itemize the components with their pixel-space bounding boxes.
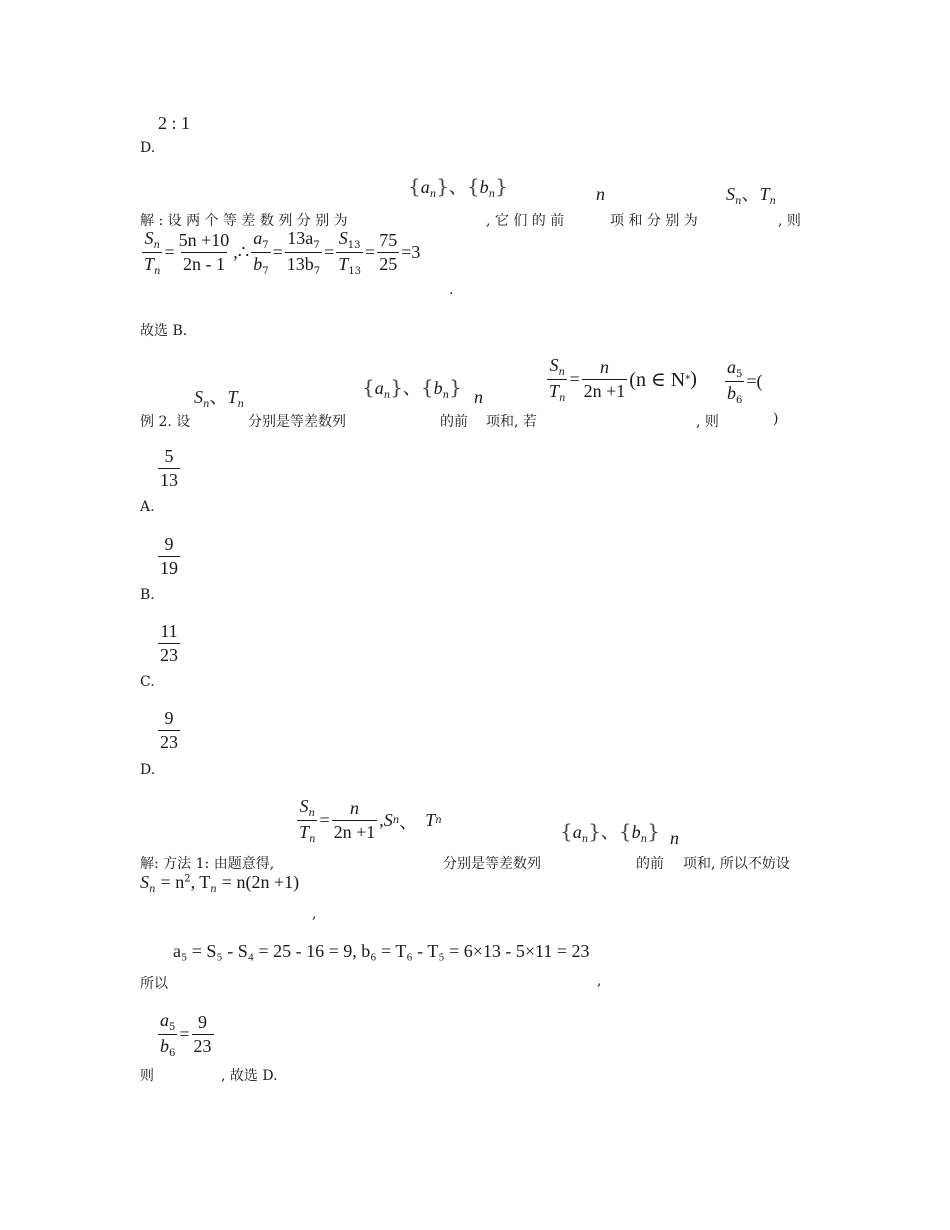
- option-b-fraction: $\frac{9}{19}$: [160, 534, 178, 578]
- example-2-sequence-notation: $\{a_n\}$、$\{b_n\}$: [362, 375, 462, 401]
- sum-notation-st: $S_n$、$T_n$: [726, 184, 776, 207]
- solution-2-condition: $\frac{S_n}{T_n}$ = $\frac{n}{2n +1}$ , S n 、 T n: [299, 796, 442, 845]
- solution-2-text-d: 项和, 所以不妨设: [683, 856, 790, 872]
- option-a-fraction: $\frac{5}{13}$: [160, 446, 178, 490]
- solution-2-comma-2: ,: [597, 973, 602, 989]
- solution-2-calculation: a₅ = S₅ - S₄ = 25 - 16 = 9, b₆ = T₆ - T₅ = 6×13 - 5×11 = 23: [173, 941, 590, 961]
- solution-2-final-formula: $\frac{a_5}{b_6}$ = $\frac{9}{23}$: [160, 1010, 212, 1059]
- variable-n: n: [596, 184, 605, 204]
- solution-1-conclusion: 故选 B.: [140, 323, 188, 339]
- sequence-notation-ab: $\{a_n\}$、$\{b_n\}$: [408, 174, 508, 200]
- example-2-text-f: ): [773, 411, 779, 427]
- solution-2-therefore: 所以: [140, 976, 168, 992]
- example-2-text-b: 分别是等差数列: [248, 414, 346, 430]
- example-2-sum-notation: $S_n$、$T_n$: [194, 387, 244, 410]
- option-c-label: C.: [140, 674, 155, 690]
- example-2-condition: $\frac{S_n}{T_n}$ = $\frac{n}{2n +1}$ (n ∈ N * ): [549, 355, 697, 404]
- solution-1-text-b: , 它 们 的 前: [486, 213, 565, 229]
- previous-answer-ratio: 2 : 1: [158, 113, 191, 133]
- solution-2-sequence-notation: $\{a_n\}$、$\{b_n\}$: [560, 819, 660, 845]
- option-d-label: D.: [140, 762, 156, 778]
- example-2-text-d: 项和, 若: [486, 414, 537, 430]
- solution-1-text-a: 解 : 设 两 个 等 差 数 列 分 别 为: [140, 213, 348, 229]
- solution-1-text-c: 项 和 分 别 为: [610, 213, 698, 229]
- solution-1-formula: $\frac{S_n}{T_n}$ = $\frac{5n +10}{2n - 1}$ ,∴ $\frac{a_7}{b_7}$ = $\frac{13a_7}{13b_7}$ = $\frac{S_{13}}{T_{13}}$ = $\frac{75}{25}$ =3: [144, 228, 421, 277]
- solution-2-text-a: 解: 方法 1: 由题意得,: [140, 856, 275, 872]
- solution-2-comma: ,: [312, 906, 317, 922]
- example-2-text-c: 的前: [440, 414, 468, 430]
- solution-2-assumption: $S_n = n^2$, $T_n = n(2n +1)$: [140, 872, 300, 895]
- example-2-target: $\frac{a_5}{b_6}$ =(: [727, 357, 763, 406]
- formula-period: .: [449, 282, 454, 298]
- example-2-label: 例 2. 设: [140, 414, 191, 430]
- previous-option-d-label: D.: [140, 140, 156, 156]
- solution-2-then: 则: [140, 1068, 154, 1084]
- solution-1-text-d: , 则: [778, 213, 801, 229]
- example-2-variable-n: n: [474, 387, 483, 407]
- option-d-fraction: $\frac{9}{23}$: [160, 708, 178, 752]
- solution-2-conclusion: , 故选 D.: [221, 1068, 278, 1084]
- solution-2-variable-n: n: [670, 828, 679, 848]
- option-b-label: B.: [140, 587, 155, 603]
- solution-2-text-c: 的前: [636, 856, 664, 872]
- option-c-fraction: $\frac{11}{23}$: [160, 621, 178, 665]
- option-a-label: A.: [140, 499, 155, 515]
- solution-2-text-b: 分别是等差数列: [443, 856, 541, 872]
- example-2-text-e: , 则: [696, 414, 719, 430]
